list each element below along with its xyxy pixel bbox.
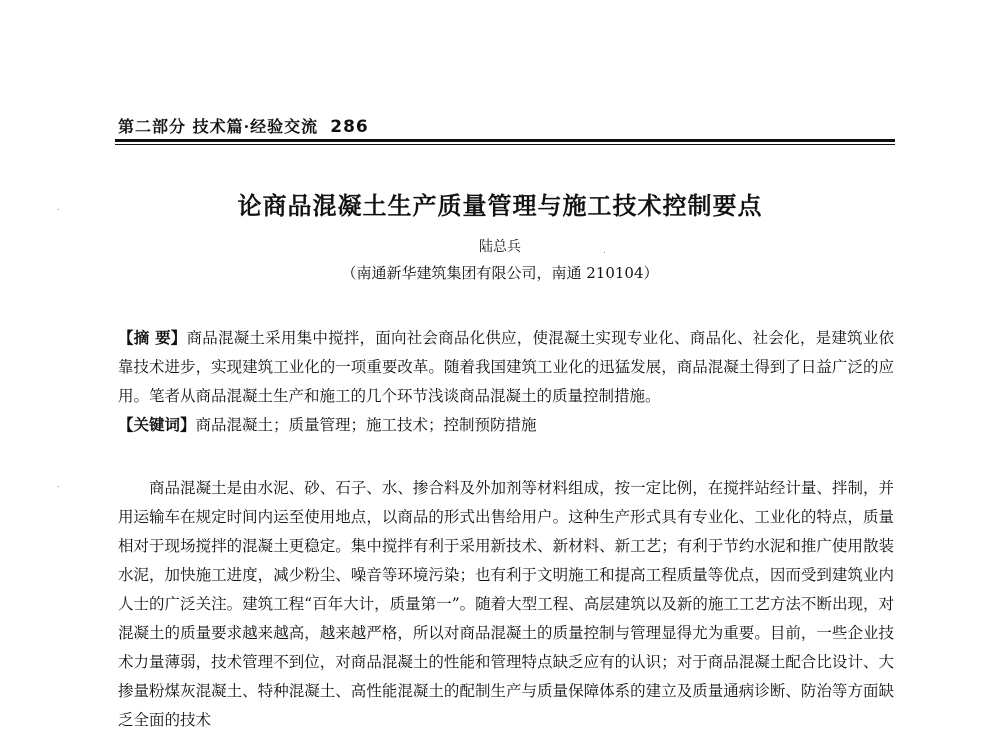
abstract-text: 商品混凝土采用集中搅拌，面向社会商品化供应，使混凝土实现专业化、商品化、社会化，是建筑业依靠技术进步，实现建筑工业化的一项重要改革。随着我国建筑工业化的迅猛发展，商品混凝土得到了日益广泛的应用。笔者从商品混凝土生产和施工的几个环节浅谈商品混凝土的质量控制措施。 (118, 329, 894, 405)
running-header (118, 114, 369, 137)
scan-speck (58, 209, 59, 210)
scan-speck (58, 486, 59, 487)
keywords-label: 【关键词】 (118, 415, 196, 434)
header-rule-thick (115, 139, 895, 142)
article-title: 论商品混凝土生产质量管理与施工技术控制要点 (237, 191, 763, 220)
page-number: 286 (330, 117, 369, 137)
keywords-text: 商品混凝土；质量管理；施工技术；控制预防措施 (195, 416, 537, 434)
section-label: 第二部分 技术篇·经验交流 (118, 117, 319, 136)
scan-speck (604, 252, 605, 253)
body-paragraph: 商品混凝土是由水泥、砂、石子、水、掺合料及外加剂等材料组成，按一定比例，在搅拌站经计量、拌制，并用运输车在规定时间内运至使用地点，以商品的形式出售给用户。这种生产形式具有专业化、工业化的特点，质量相对于现场搅拌的混凝土更稳定。集中搅拌有利于采用新技术、新材料、新工艺；有利于节约水泥和推广使用散装水泥，加快施工进度，减少粉尘、噪音等环境污染；也有利于文明施工和提高工程质量等优点，因而受到建筑业内人士的广泛关注。建筑工程“百年大计，质量第一”。随着大型工程、高层建筑以及新的施工工艺方法不断出现，对混凝土的质量要求越来越高，越来越严格，所以对商品混凝土的质量控制与管理显得尤为重要。目前，一些企业技术力量薄弱，技术管理不到位，对商品混凝土的性能和管理特点缺乏应有的认识；对于商品混凝土配合比设计、大掺量粉煤灰混凝土、特种混凝土、高性能混凝土的配制生产与质量保障体系的建立及质量通病诊断、防治等方面缺乏全面的技术 (118, 479, 894, 729)
author-name: 陆总兵 (479, 239, 521, 255)
abstract (118, 323, 894, 411)
abstract-label: 【摘 要】 (118, 328, 187, 347)
keywords (118, 410, 894, 440)
author-affiliation: （南通新华建筑集团有限公司，南通 210104） (341, 264, 659, 282)
header-rule-thin (115, 144, 895, 145)
